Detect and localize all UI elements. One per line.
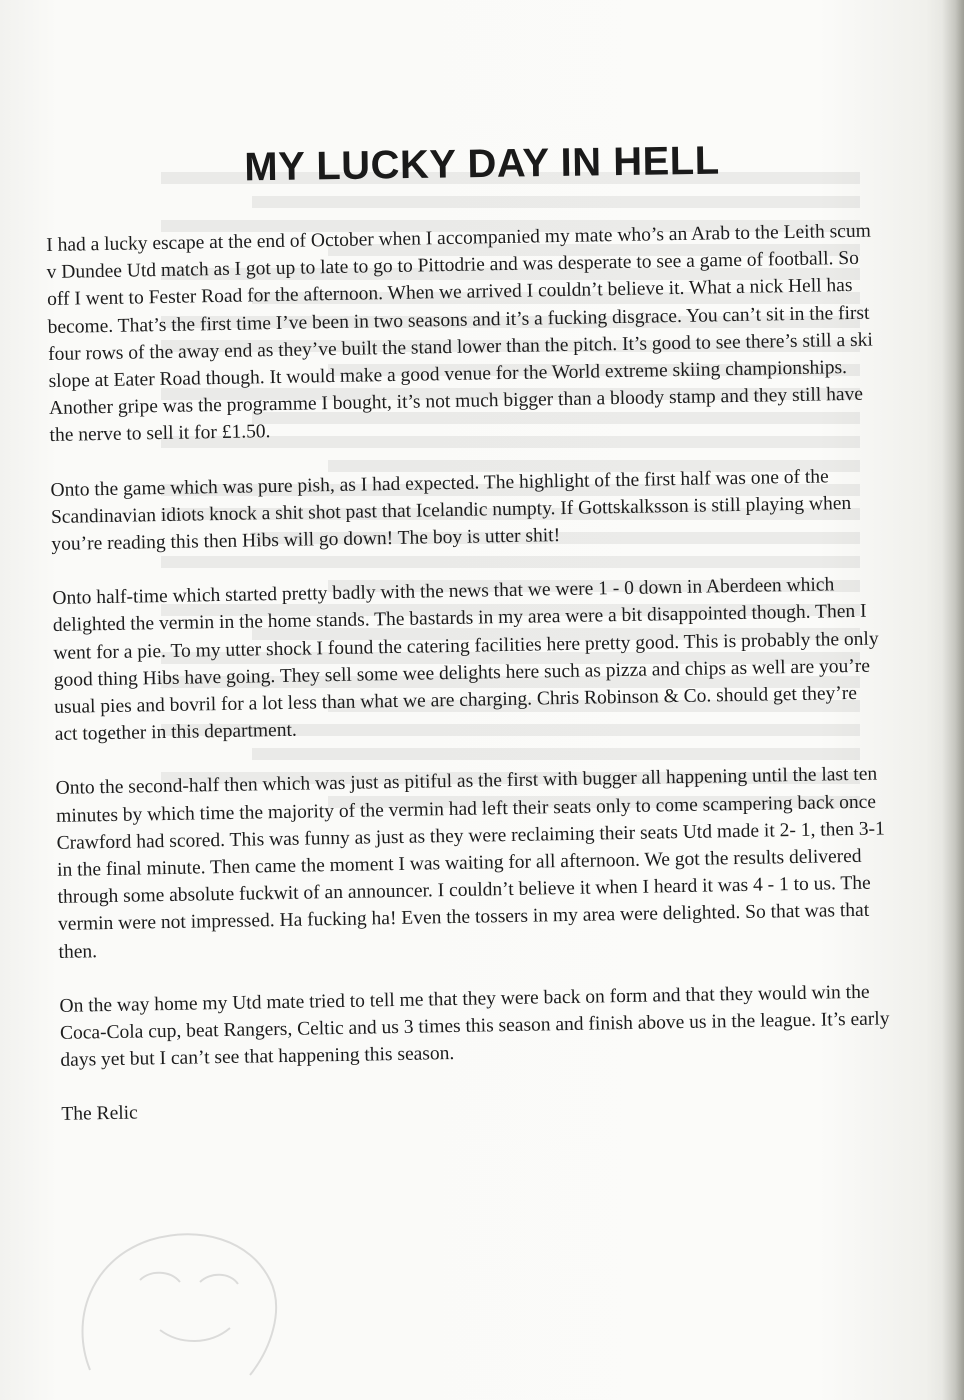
- paragraph-5: On the way home my Utd mate tried to tell me that they were back on form and that they would win the Coca-Cola cup, beat Rangers, Celtic and us 3 times this season and finish above us in the league. It’s early days yet but I can’t see that happening this season.: [59, 981, 890, 1072]
- article-body: [46, 218, 892, 1156]
- paragraph-2: Onto the game which was pure pish, as I had expected. The highlight of the first half was one of the Scandinavian idiots knock a shit shot past that Icelandic numpty. If Gottskalksson is still playing when you’re reading this then Hibs will go down! The boy is utter shit!: [50, 466, 852, 555]
- page-edge-shadow: [942, 0, 964, 1400]
- paragraph-3: Onto half-time which started pretty badly with the news that we were 1 - 0 down in Aberdeen which delighted the vermin in the home stands. The bastards in my area were a bit disappointed though. Then I went for a pie. To my utter shock I found the catering facilities here pretty good. This is probably the only good thing Hibs have going. They sell some wee delights here such as pizza and chips as well are you’re usual pies and bovril for a lot less than what we are charging. Chris Robinson & Co. should get they’re act together in this department.: [52, 574, 879, 746]
- paragraph-1: I had a lucky escape at the end of October when I accompanied my mate who’s an Arab to the Leith scum v Dundee Utd match as I got up to late to go to Pittodrie and was desperate to see a game of football. So off I went to Fester Road for the afternoon. When we arrived I couldn’t believe it. What a nick Hell has become. That’s the first time I’ve been in two seasons and it’s a fucking disgrace. You can’t sit in the first four rows of the away end as they’ve built the stand lower than the pitch. It’s good to see there’s still a ski slope at Eater Road though. It would make a good venue for the World extreme skiing championships. Another gripe was the programme I bought, it’s not much bigger than a bloody stamp and they still have the nerve to sell it for £1.50.: [46, 220, 873, 447]
- article-title: MY LUCKY DAY IN HELL: [244, 138, 720, 190]
- faint-sketch-illustration: [30, 1200, 390, 1380]
- paragraph-4: Onto the second-half then which was just as pitiful as the first with bugger all happening until the last ten minutes by which time the majority of the vermin had left their seats only to come scampering back once Crawford had scored. This was funny as just as they were reclaiming their seats Utd made it 2- 1, then 3-1 in the final minute. Then came the moment I was waiting for all afternoon. We got the results delivered through some absolute fuckwit of an announcer. I couldn’t believe it when I heard it was 4 - 1 to us. The vermin were not impressed. Ha fucking ha! Even the tossers in my area were delighted. So that was that then.: [55, 764, 885, 963]
- author-signature: The Relic: [61, 1103, 138, 1126]
